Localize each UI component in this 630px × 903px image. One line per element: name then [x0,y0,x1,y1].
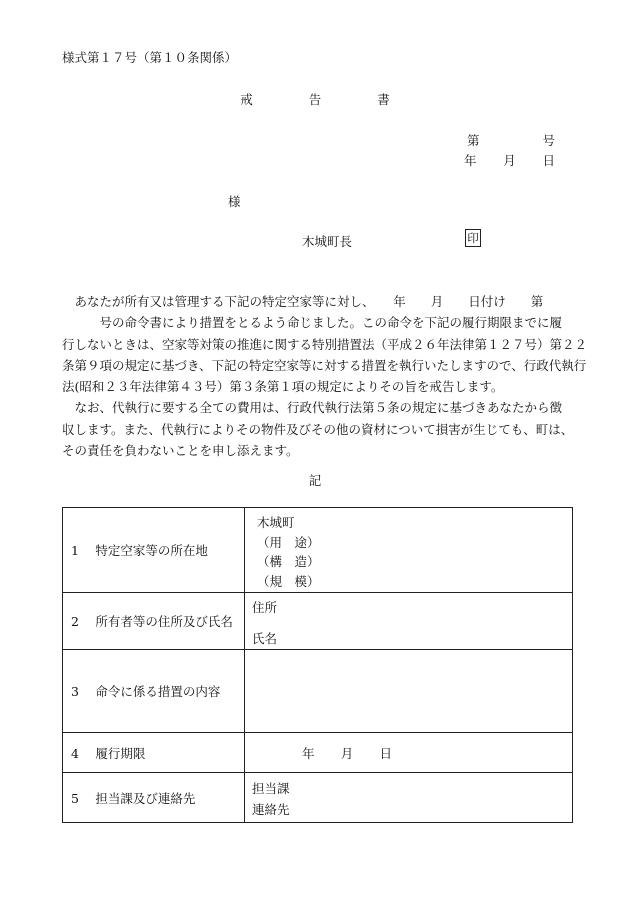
body-text [62,291,588,461]
form-number: 様式第１７号（第１０条関係） [62,50,238,65]
location-use: （用 途） [257,534,320,550]
row-label-owner: 2 所有者等の住所及び氏名 [63,593,245,650]
row-label-contact: 5 担当課及び連絡先 [63,773,245,823]
body-line: 行しないときは、空家等対策の推進に関する特別措置法（平成２６年法律第１２７号）第２２ [62,336,588,352]
table-row [63,650,573,733]
body-line: 号の命令書により措置をとるよう命じました。この命令を下記の履行期限までに履 [62,315,563,331]
owner-name-label: 氏名 [252,631,278,646]
body-line: 条第９項の規定に基づき、下記の特定空家等に対する措置を執行いたしますので、行政代執行 [62,357,587,373]
location-structure: （構 造） [257,554,320,569]
date-year: 年 [464,153,477,168]
deadline-date [302,744,392,762]
contact-lines [245,773,572,820]
date-day: 日 [542,153,555,168]
title-char: 書 [377,92,390,107]
document-title [0,90,630,108]
document-date [464,151,555,169]
owner-cell [245,593,573,650]
note-heading: 記 [308,473,322,488]
doc-no-suffix: 号 [542,133,555,148]
seal-mark: 印 [465,229,481,247]
body-line: 収します。また、代執行によりその物件及びその他の資材について損害が生じても、町は、 [62,421,574,437]
issuer-name: 木城町長 [302,234,353,249]
contact-cell [245,773,573,823]
details-table [62,507,573,823]
title-char: 告 [308,92,322,107]
row-label-measures: 3 命令に係る措置の内容 [63,650,245,733]
body-line: あなたが所有又は管理する下記の特定空家等に対し、 年 月 日付け 第 [62,294,544,309]
location-cell [245,508,573,593]
owner-address-label: 住所 [252,600,278,615]
deadline-cell [245,733,573,773]
deadline-year: 年 [302,745,315,761]
deadline-month: 月 [340,745,354,761]
title-char: 戒 [240,92,253,107]
deadline-day: 日 [379,745,392,761]
table-row [63,593,573,650]
row-label-deadline: 4 履行期限 [63,733,245,773]
location-scale: （規 模） [257,573,320,589]
body-line: なお、代執行に要する全ての費用は、行政代執行法第５条の規定に基づきあなたから徴 [62,400,563,416]
row-label-location: 1 特定空家等の所在地 [63,508,245,593]
addressee-honorific: 様 [228,194,241,209]
doc-no-prefix: 第 [467,133,480,148]
body-line: 法(昭和２３年法律第４３号）第３条第１項の規定によりその旨を戒告します。 [62,379,504,395]
department-label: 担当課 [252,781,290,796]
document-number [467,131,555,149]
table-row [63,733,573,773]
table-row [63,773,573,823]
location-lines [245,508,572,591]
table-row [63,508,573,593]
measures-cell [245,650,573,733]
date-month: 月 [503,153,516,168]
body-line: その責任を負わないことを申し添えます。 [62,443,299,459]
contact-label: 連絡先 [252,802,290,817]
location-town: 木城町 [257,515,295,530]
